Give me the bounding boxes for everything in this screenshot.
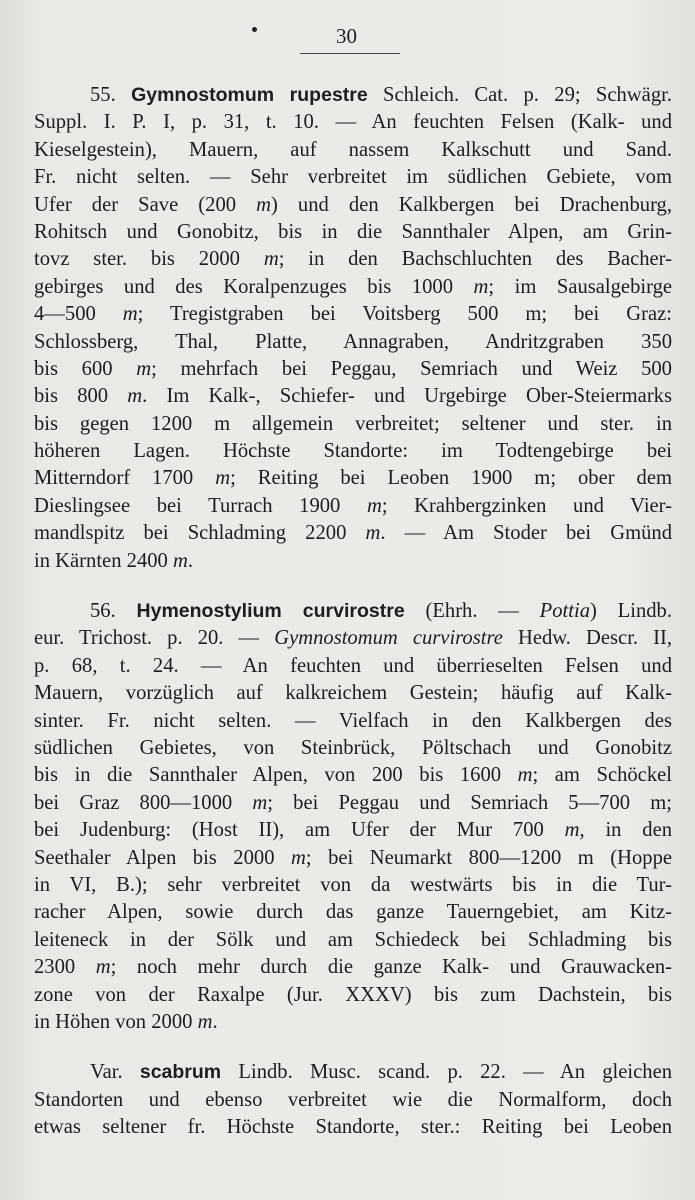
italic-text: m	[256, 193, 271, 216]
paragraph-gap	[34, 1036, 672, 1059]
text-line	[34, 301, 672, 328]
line-text: Var.	[90, 1061, 140, 1084]
line-text: 55.	[90, 84, 132, 106]
text-line	[34, 192, 672, 219]
text-line	[34, 438, 672, 465]
line-text: bis gegen 1200 m allgemein verbreitet; seltener und ster. in	[34, 412, 672, 435]
line-text: Mauern, vorzüglich auf kalkreichem Gestein; häufig auf Kalk-	[34, 682, 672, 705]
italic-text: m	[365, 522, 381, 545]
italic-text: m	[366, 494, 382, 517]
text-line	[34, 356, 672, 383]
text-line	[34, 1114, 672, 1141]
line-text: Rohitsch und Gonobitz, bis in die Sannthaler Alpen, am Grin-	[34, 220, 672, 243]
line-text: (Ehrh. —	[404, 600, 540, 623]
text-line	[34, 735, 672, 762]
header-rule	[300, 53, 400, 54]
line-text: bis 600	[34, 357, 137, 380]
italic-text: m	[263, 248, 279, 271]
text-line	[34, 790, 672, 817]
text-line	[34, 708, 672, 735]
line-text: Fr. nicht selten. — Sehr verbreitet im südlichen Gebiete, vom	[34, 166, 672, 189]
line-text: .	[212, 1010, 218, 1033]
italic-text: m	[564, 819, 580, 842]
page-number: 30	[336, 24, 357, 48]
text-line	[34, 625, 672, 652]
line-text: bis 800	[34, 385, 128, 408]
page-body	[34, 82, 672, 1141]
line-text: . — Am Stoder bei Gmünd	[380, 522, 672, 545]
text-line	[34, 872, 672, 899]
text-line	[34, 680, 672, 707]
line-text: mandlspitz bei Schladming 2200	[34, 522, 366, 545]
line-text: ; noch mehr durch die ganze Kalk- und Grauwacken-	[110, 956, 672, 979]
text-line	[34, 653, 672, 680]
line-text: ) und den Kalkbergen bei Drachenburg,	[271, 193, 672, 216]
line-text: sinter. Fr. nicht selten. — Vielfach in den Kalkbergen des	[34, 709, 672, 732]
page-header	[0, 22, 695, 58]
line-text: etwas seltener fr. Höchste Standorte, ster.: Reiting bei Leoben	[34, 1116, 672, 1139]
italic-text: m	[517, 764, 533, 787]
text-line	[34, 109, 672, 136]
line-text: Suppl. I. P. I, p. 31, t. 10. — An feuchten Felsen (Kalk- und	[34, 111, 672, 134]
text-line	[34, 246, 672, 273]
text-line	[34, 329, 672, 356]
species-name: Gymnostomum rupestre	[131, 84, 368, 106]
italic-text: Pottia	[539, 600, 590, 623]
text-line	[34, 520, 672, 547]
italic-text: m	[127, 385, 143, 408]
text-line	[34, 493, 672, 520]
line-text: bei Judenburg: (Host II), am Ufer der Mur 700	[34, 819, 565, 842]
line-text: ; mehrfach bei Peggau, Semriach und Weiz 500	[151, 357, 672, 380]
italic-text: m	[95, 956, 111, 979]
text-line	[34, 845, 672, 872]
line-text: ; Tregistgraben bei Voitsberg 500 m; bei Graz:	[137, 303, 672, 326]
line-text: ; am Schöckel	[532, 764, 672, 787]
text-line	[34, 164, 672, 191]
line-text: gebirges und des Koralpenzuges bis 1000	[34, 275, 474, 298]
italic-text: m	[252, 791, 268, 814]
species-name: scabrum	[139, 1061, 222, 1084]
line-text: bei Graz 800—1000	[34, 791, 253, 814]
text-line	[34, 465, 672, 492]
line-text: 4—500	[34, 303, 123, 326]
line-text: eur. Trichost. p. 20. —	[34, 627, 275, 650]
line-text: Hedw. Descr. II,	[502, 627, 672, 650]
line-text: 56.	[90, 600, 137, 623]
text-line	[34, 899, 672, 926]
line-text: in VI, B.); sehr verbreitet von da westwärts bis in die Tur-	[34, 873, 672, 896]
text-line	[34, 219, 672, 246]
line-text: in Höhen von 2000	[34, 1010, 198, 1033]
italic-text: m	[172, 549, 188, 572]
line-text: tovz ster. bis 2000	[34, 248, 264, 271]
text-line	[34, 982, 672, 1009]
line-text: Dieslingsee bei Turrach 1900	[34, 494, 367, 517]
italic-text: m	[215, 467, 231, 490]
text-line	[34, 411, 672, 438]
line-text: Schleich. Cat. p. 29; Schwägr.	[367, 84, 672, 106]
line-text: Mitterndorf 1700	[34, 467, 216, 490]
text-line	[34, 927, 672, 954]
line-text: ; in den Bachschluchten des Bacher-	[278, 248, 672, 271]
text-line	[34, 82, 672, 109]
line-text: höheren Lagen. Höchste Standorte: im Todtengebirge bei	[34, 440, 672, 463]
text-line	[34, 137, 672, 164]
text-line	[34, 1087, 672, 1114]
line-text: Seethaler Alpen bis 2000	[34, 846, 291, 869]
text-line	[34, 954, 672, 981]
line-text: racher Alpen, sowie durch das ganze Tauerngebiet, am Kitz-	[34, 901, 672, 924]
italic-text: m	[473, 275, 489, 298]
line-text: ; Krahbergzinken und Vier-	[381, 494, 672, 517]
line-text: ) Lindb.	[590, 600, 672, 623]
line-text: p. 68, t. 24. — An feuchten und überrieselten Felsen und	[34, 654, 672, 677]
italic-text: m	[197, 1010, 213, 1033]
line-text: in Kärnten 2400	[34, 549, 173, 572]
species-name: Hymenostylium curvirostre	[136, 600, 405, 623]
line-text: ; Reiting bei Leoben 1900 m; ober dem	[230, 467, 672, 490]
line-text: ; bei Peggau und Semriach 5—700 m;	[267, 791, 672, 814]
paragraph-gap	[34, 575, 672, 598]
line-text: zone von der Raxalpe (Jur. XXXV) bis zum Dachstein, bis	[34, 983, 672, 1006]
line-text: Standorten und ebenso verbreitet wie die Normalform, doch	[34, 1088, 672, 1111]
italic-text: m	[122, 303, 138, 326]
line-text: Kieselgestein), Mauern, auf nassem Kalkschutt und Sand.	[34, 138, 672, 161]
line-text: bis in die Sannthaler Alpen, von 200 bis 1600	[34, 764, 518, 787]
line-text: ; im Sausalgebirge	[488, 275, 672, 298]
text-line	[34, 383, 672, 410]
italic-text: m	[291, 846, 306, 869]
line-text: , in den	[579, 819, 672, 842]
text-line	[34, 274, 672, 301]
text-line	[34, 548, 672, 575]
text-line	[34, 1059, 672, 1086]
italic-text: m	[136, 357, 152, 380]
text-line	[34, 1009, 672, 1036]
line-text: Schlossberg, Thal, Platte, Annagraben, Andritzgraben 350	[34, 330, 672, 353]
text-line	[34, 598, 672, 625]
line-text: . Im Kalk-, Schiefer- und Urgebirge Ober-Steiermarks	[142, 385, 672, 408]
italic-text: Gymnostomum curvirostre	[274, 627, 503, 650]
text-line	[34, 762, 672, 789]
ink-dot	[252, 27, 257, 32]
text-line	[34, 817, 672, 844]
line-text: Lindb. Musc. scand. p. 22. — An gleichen	[221, 1061, 672, 1084]
line-text: 2300	[34, 956, 96, 979]
line-text: .	[187, 549, 194, 572]
line-text: südlichen Gebietes, von Steinbrück, Pöltschach und Gonobitz	[34, 736, 672, 759]
line-text: Ufer der Save (200	[34, 193, 257, 216]
line-text: leiteneck in der Sölk und am Schiedeck bei Schladming bis	[34, 928, 672, 951]
line-text: ; bei Neumarkt 800—1200 m (Hoppe	[305, 846, 672, 869]
